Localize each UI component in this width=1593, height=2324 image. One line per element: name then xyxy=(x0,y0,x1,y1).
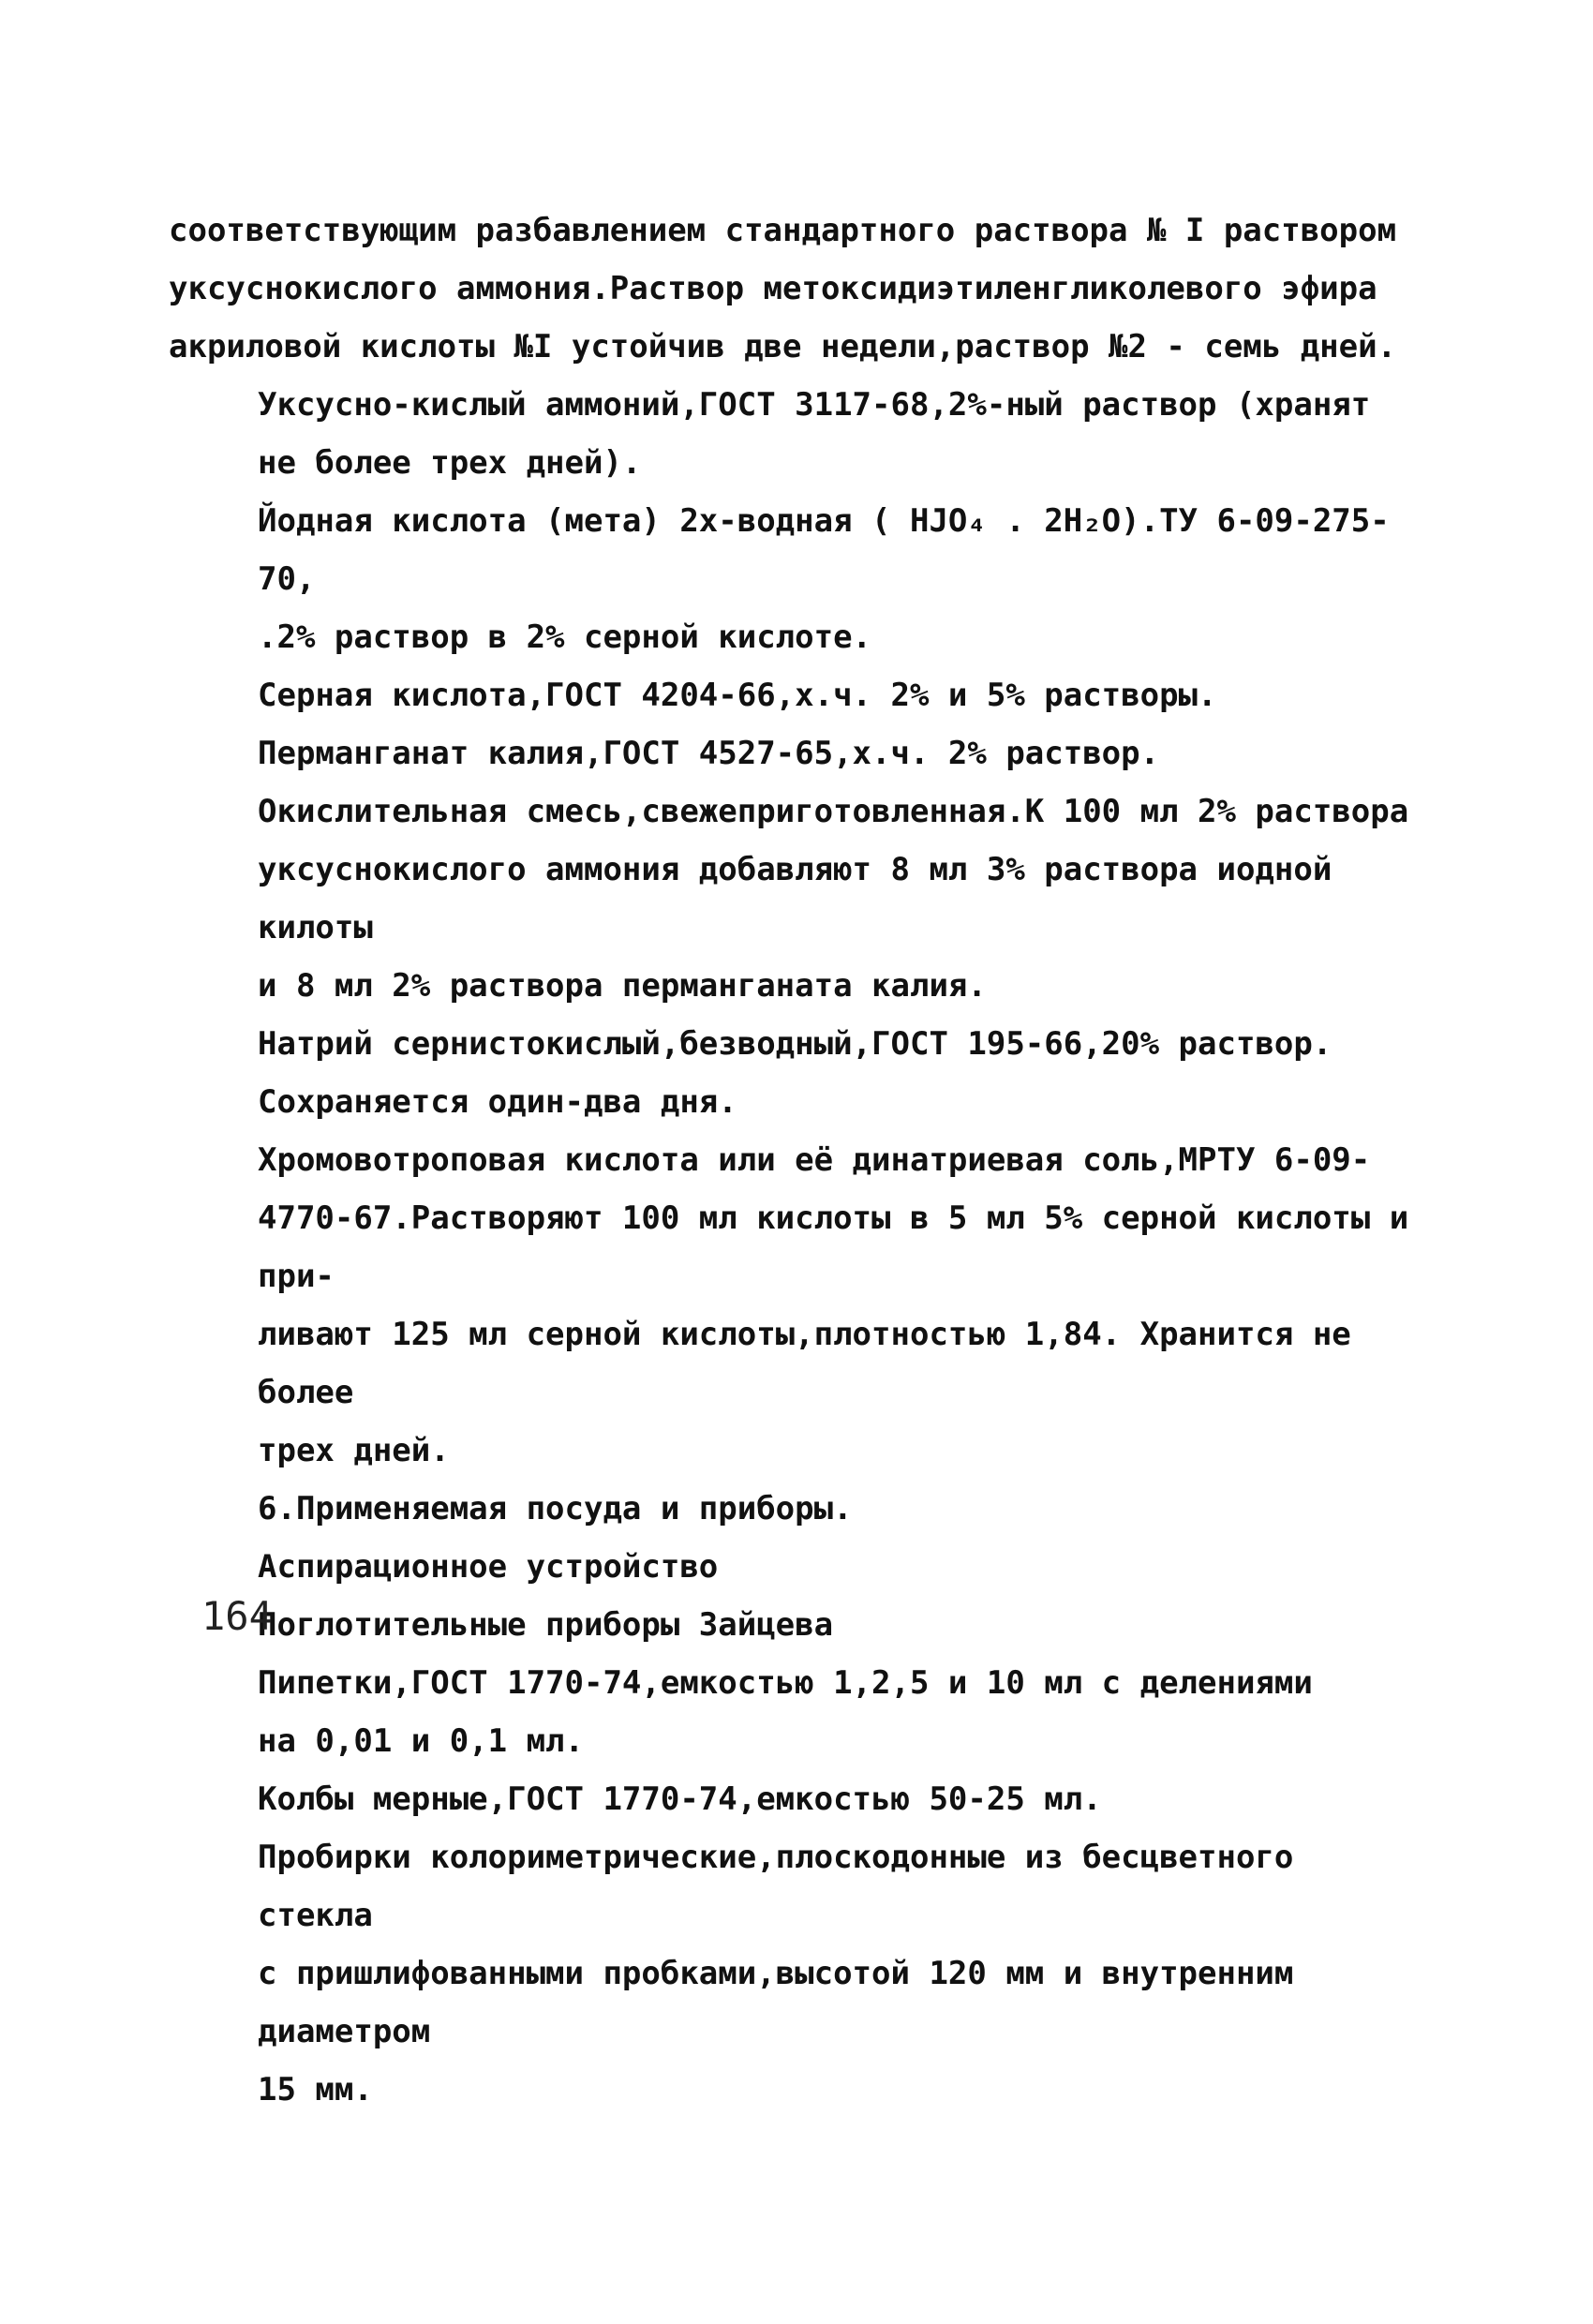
section-heading: 6.Применяемая посуда и приборы. xyxy=(258,1490,853,1527)
paragraph-oxidizing-mixture: Окислительная смесь,свежеприготовленная.К 100 мл 2% раствора уксуснокислого аммония добавляют 8 мл 3% раствора иодной килоты и 8 мл 2% раствора перманганата калия. xyxy=(258,793,1409,1005)
page-number: 164 xyxy=(201,1593,273,1639)
paragraph-sulfuric-acid: Серная кислота,ГОСТ 4204-66,х.ч. 2% и 5% растворы. xyxy=(258,677,1217,714)
paragraph-periodic-acid: Йодная кислота (мета) 2х-водная ( HJO₄ . 2H₂O).ТУ 6-09-275-70, .2% раствор в 2% серной кислоте. xyxy=(258,502,1390,656)
equipment-item-absorbers: Поглотительные приборы Зайцева xyxy=(258,1606,834,1644)
paragraph-ammonium-acetate: Уксусно-кислый аммоний,ГОСТ 3117-68,2%-ный раствор (хранят не более трех дней). xyxy=(258,386,1371,482)
equipment-item-aspirator: Аспирационное устройство xyxy=(258,1548,719,1586)
paragraph-sodium-sulfite: Натрий сернистокислый,безводный,ГОСТ 195-66,20% раствор. Сохраняется один-два дня. xyxy=(258,1025,1332,1121)
paragraph-test-tubes: Пробирки колориметрические,плоскодонные из бесцветного стекла с пришлифованными пробками,высотой 120 мм и внутренним диаметром 15 мм. xyxy=(258,1839,1294,2108)
paragraph-flasks: Колбы мерные,ГОСТ 1770-74,емкостью 50-25 мл. xyxy=(258,1780,1102,1818)
paragraph-pipettes: Пипетки,ГОСТ 1770-74,емкостью 1,2,5 и 10 мл с делениями на 0,01 и 0,1 мл. xyxy=(258,1664,1313,1760)
paragraph-permanganate: Перманганат калия,ГОСТ 4527-65,х.ч. 2% раствор. xyxy=(258,735,1160,772)
paragraph-chromotropic-acid: Хромовотроповая кислота или её динатриевая соль,МРТУ 6-09- 4770-67.Растворяют 100 мл кислоты в 5 мл 5% серной кислоты и при- ливают 125 мл серной кислоты,плотностью 1,84. Хранится не более трех дней. xyxy=(258,1141,1409,1469)
document-body xyxy=(169,201,1415,2119)
paragraph-standard-dilution: соответствующим разбавлением стандартного раствора № I раствором уксуснокислого аммония.Раствор метоксидиэтиленгликолевого эфира акриловой кислоты №I устойчив две недели,раствор №2 - семь дней. xyxy=(169,212,1397,365)
